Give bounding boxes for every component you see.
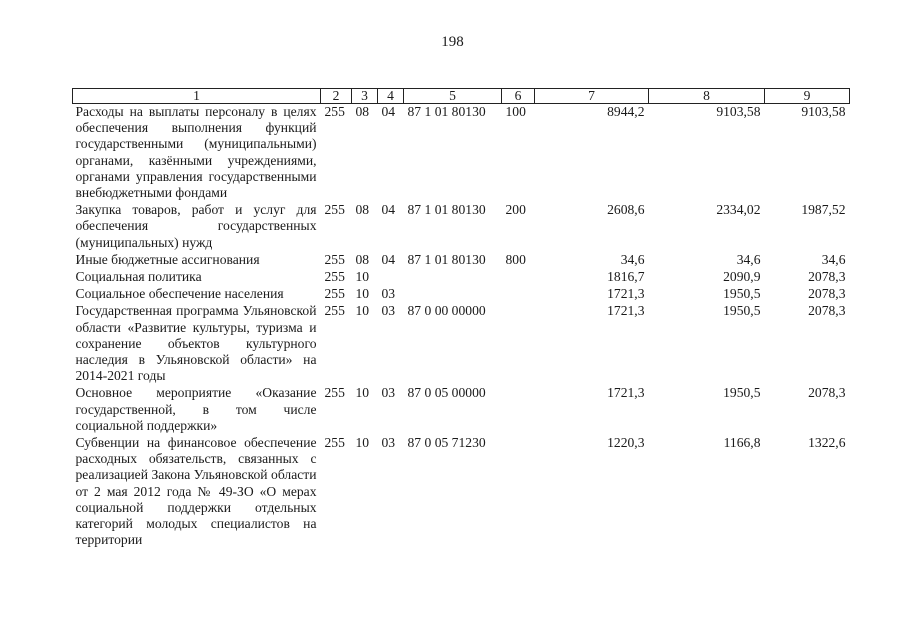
expense-name-cell: Субвенции на финансовое обеспечение расходных обязательств, связанных с реализацией Закона Ульяновской области от 2 мая 2012 года № 49-ЗО «О мерах социальной поддержки отдельных категорий молодых специалистов на территории (75, 435, 317, 548)
expense-type-cell (502, 303, 535, 385)
column-header: 6 (502, 89, 535, 104)
subsection-code-cell: 03 (381, 303, 396, 319)
amount-col8-cell: 1950,5 (723, 286, 761, 302)
column-header: 3 (352, 89, 378, 104)
subsection-code-cell: 03 (381, 435, 396, 451)
table-row (73, 202, 850, 252)
amount-col9-cell: 9103,58 (801, 104, 846, 119)
expense-type-cell: 200 (505, 202, 526, 218)
table-row (73, 269, 850, 286)
ministry-code-cell: 255 (324, 269, 345, 285)
target-article-cell: 87 0 05 00000 (407, 385, 486, 401)
target-article-cell (404, 269, 502, 286)
amount-col8-cell: 9103,58 (716, 104, 761, 119)
amount-col8-cell: 34,6 (736, 251, 761, 267)
amount-col7-cell: 1721,3 (607, 385, 645, 401)
section-code-cell: 08 (355, 251, 370, 267)
amount-col9-cell: 1322,6 (808, 435, 846, 451)
ministry-code-cell: 255 (324, 202, 345, 218)
target-article-cell: 87 0 05 71230 (407, 435, 486, 451)
column-header: 5 (404, 89, 502, 104)
section-code-cell: 10 (355, 269, 370, 285)
column-header: 8 (649, 89, 765, 104)
subsection-code-cell: 04 (381, 202, 396, 218)
amount-col7-cell: 1816,7 (607, 269, 645, 285)
target-article-cell: 87 0 00 00000 (407, 303, 486, 319)
subsection-code-cell (378, 269, 404, 286)
ministry-code-cell: 255 (324, 104, 345, 119)
expense-type-cell (502, 435, 535, 549)
amount-col9-cell: 34,6 (821, 251, 846, 267)
ministry-code-cell: 255 (324, 435, 345, 451)
column-header: 1 (73, 89, 321, 104)
amount-col8-cell: 1166,8 (723, 435, 761, 451)
table-row (73, 104, 850, 203)
section-code-cell: 08 (355, 202, 370, 218)
table-row (73, 303, 850, 385)
amount-col9-cell: 2078,3 (808, 286, 846, 302)
table-row (73, 252, 850, 269)
target-article-cell: 87 1 01 80130 (407, 104, 486, 119)
amount-col7-cell: 34,6 (620, 251, 645, 267)
target-article-cell: 87 1 01 80130 (407, 202, 486, 218)
section-code-cell: 10 (355, 385, 370, 401)
amount-col7-cell: 1721,3 (607, 303, 645, 319)
section-code-cell: 08 (355, 104, 370, 119)
expense-name-cell: Иные бюджетные ассигнования (75, 251, 260, 267)
subsection-code-cell: 03 (381, 286, 396, 302)
table-row (73, 385, 850, 435)
amount-col9-cell: 2078,3 (808, 269, 846, 285)
expense-name-cell: Основное мероприятие «Оказание государственной, в том числе социальной поддержки» (75, 385, 317, 433)
subsection-code-cell: 04 (381, 251, 396, 267)
section-code-cell: 10 (355, 435, 370, 451)
expense-type-cell: 100 (505, 104, 526, 119)
header-row (73, 89, 850, 104)
expense-type-cell (502, 269, 535, 286)
table-row (73, 286, 850, 303)
subsection-code-cell: 03 (381, 385, 396, 401)
amount-col7-cell: 1220,3 (607, 435, 645, 451)
target-article-cell: 87 1 01 80130 (407, 251, 486, 267)
expense-name-cell: Расходы на выплаты персоналу в целях обеспечения выполнения функций государственными (муниципальными) органами, казёнными учреждениями, органами управления государственными внебюджетными фондами (75, 104, 317, 201)
budget-table (72, 88, 850, 549)
expense-name-cell: Государственная программа Ульяновской области «Развитие культуры, туризма и сохранение объектов культурного наследия в Ульяновской области» на 2014-2021 годы (75, 303, 317, 384)
target-article-cell (404, 286, 502, 303)
amount-col8-cell: 2090,9 (723, 269, 761, 285)
expense-name-cell: Социальная политика (75, 269, 202, 285)
page-number: 198 (441, 34, 464, 50)
expense-name-cell: Закупка товаров, работ и услуг для обеспечения государственных (муниципальных) нужд (75, 202, 317, 250)
ministry-code-cell: 255 (324, 251, 345, 267)
table-body (73, 104, 850, 550)
amount-col7-cell: 8944,2 (607, 104, 645, 119)
ministry-code-cell: 255 (324, 385, 345, 401)
amount-col8-cell: 2334,02 (716, 202, 761, 218)
expense-name-cell: Социальное обеспечение населения (75, 286, 284, 302)
section-code-cell: 10 (355, 303, 370, 319)
column-header: 4 (378, 89, 404, 104)
ministry-code-cell: 255 (324, 303, 345, 319)
amount-col7-cell: 2608,6 (607, 202, 645, 218)
column-header: 9 (765, 89, 850, 104)
expense-type-cell (502, 385, 535, 435)
amount-col9-cell: 2078,3 (808, 385, 846, 401)
amount-col8-cell: 1950,5 (723, 303, 761, 319)
expense-type-cell (502, 286, 535, 303)
amount-col8-cell: 1950,5 (723, 385, 761, 401)
subsection-code-cell: 04 (381, 104, 396, 119)
section-code-cell: 10 (355, 286, 370, 302)
ministry-code-cell: 255 (324, 286, 345, 302)
column-header: 2 (321, 89, 352, 104)
table-row (73, 435, 850, 549)
amount-col7-cell: 1721,3 (607, 286, 645, 302)
amount-col9-cell: 1987,52 (801, 202, 846, 218)
column-header: 7 (535, 89, 649, 104)
amount-col9-cell: 2078,3 (808, 303, 846, 319)
expense-type-cell: 800 (505, 251, 526, 267)
